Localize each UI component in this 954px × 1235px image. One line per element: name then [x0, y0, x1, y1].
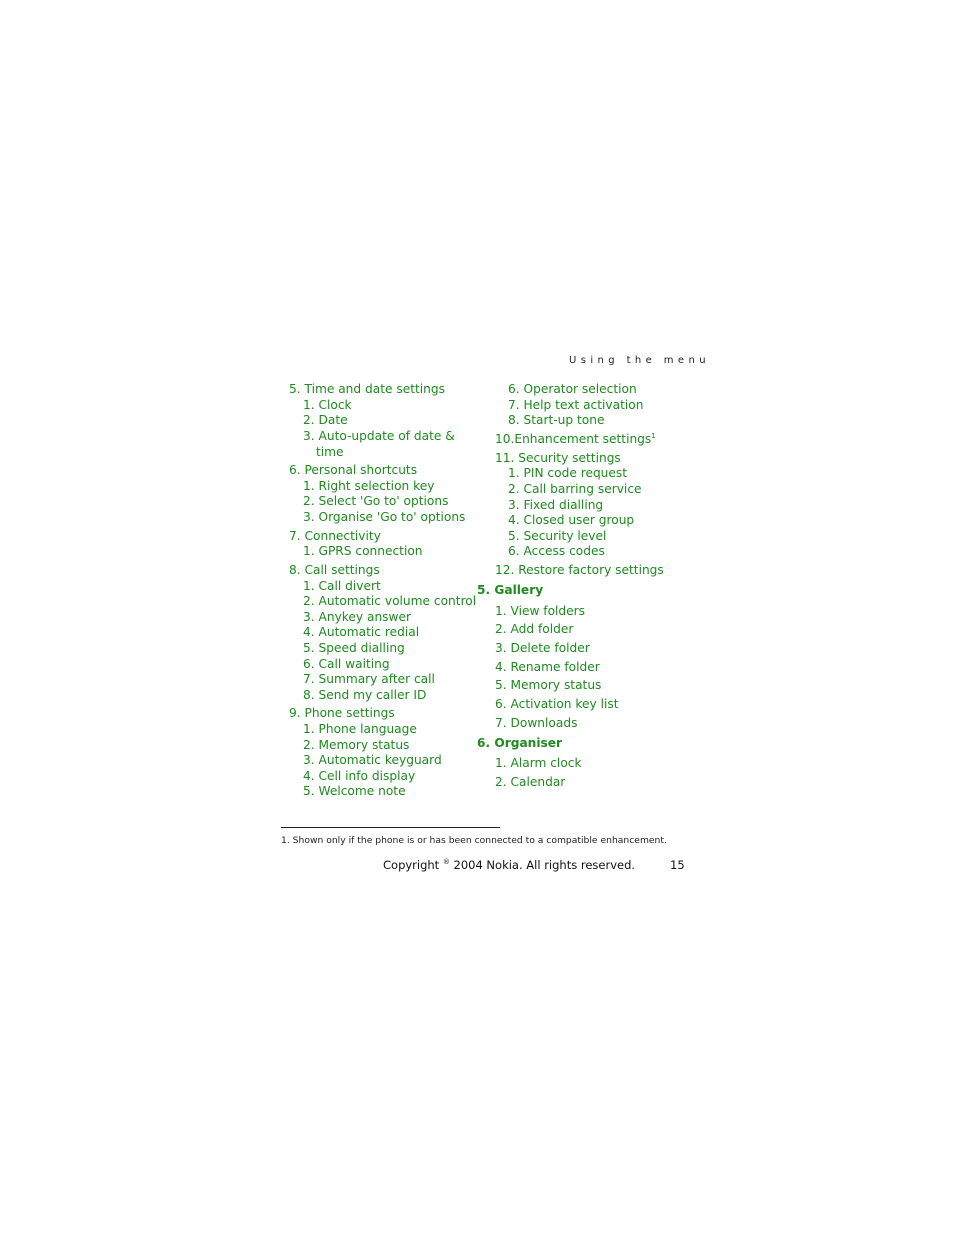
menu-item: 7. Downloads — [495, 716, 578, 730]
submenu-item: 2. Select 'Go to' options — [303, 494, 449, 508]
submenu-item: 3. Anykey answer — [303, 610, 412, 624]
menu-item — [495, 432, 656, 447]
menu-item: 11. Security settings — [495, 451, 621, 465]
submenu-item: 2. Date — [303, 413, 348, 427]
menu-item: 1. Alarm clock — [495, 756, 582, 770]
menu-item: 6. Activation key list — [495, 697, 619, 711]
menu-item: 5. Memory status — [495, 678, 602, 692]
menu-item: 1. View folders — [495, 604, 586, 618]
submenu-item: 1. Call divert — [303, 579, 381, 593]
copyright-prefix: Copyright — [383, 858, 443, 872]
submenu-item: 8. Start-up tone — [508, 413, 605, 427]
submenu-item: 1. PIN code request — [508, 466, 628, 480]
submenu-item: 4. Closed user group — [508, 513, 635, 527]
submenu-item: 2. Memory status — [303, 738, 410, 752]
submenu-item: 3. Auto-update of date & — [303, 429, 455, 443]
submenu-item: 3. Automatic keyguard — [303, 753, 442, 767]
menu-item: 8. Call settings — [289, 563, 380, 577]
footnote-marker: 1 — [651, 431, 656, 440]
submenu-item: 1. Right selection key — [303, 479, 435, 493]
section-heading: 6. Organiser — [477, 736, 563, 750]
menu-item: 7. Connectivity — [289, 529, 381, 543]
submenu-item: 2. Automatic volume control — [303, 594, 477, 608]
running-head: Using the menu — [569, 355, 710, 366]
menu-item: 9. Phone settings — [289, 706, 395, 720]
menu-item: 2. Add folder — [495, 622, 574, 636]
submenu-item: 8. Send my caller ID — [303, 688, 427, 702]
footnote: 1. Shown only if the phone is or has been connected to a compatible enhancement. — [281, 835, 667, 846]
menu-item: 6. Personal shortcuts — [289, 463, 418, 477]
page-number: 15 — [670, 858, 685, 872]
submenu-item: 1. Phone language — [303, 722, 417, 736]
submenu-item-continued: time — [316, 445, 344, 459]
menu-item: 3. Delete folder — [495, 641, 590, 655]
submenu-item: 7. Summary after call — [303, 672, 435, 686]
submenu-item: 7. Help text activation — [508, 398, 644, 412]
submenu-item: 2. Call barring service — [508, 482, 642, 496]
submenu-item: 1. GPRS connection — [303, 544, 423, 558]
submenu-item: 6. Operator selection — [508, 382, 637, 396]
section-heading: 5. Gallery — [477, 583, 544, 597]
submenu-item: 5. Speed dialling — [303, 641, 405, 655]
submenu-item: 4. Automatic redial — [303, 625, 420, 639]
copyright-suffix: 2004 Nokia. All rights reserved. — [449, 858, 636, 872]
submenu-item: 3. Fixed dialling — [508, 498, 604, 512]
menu-item-label: 10.Enhancement settings — [495, 432, 652, 446]
menu-item: 2. Calendar — [495, 775, 566, 789]
submenu-item: 4. Cell info display — [303, 769, 416, 783]
menu-item: 5. Time and date settings — [289, 382, 445, 396]
submenu-item: 5. Welcome note — [303, 784, 406, 798]
submenu-item: 3. Organise 'Go to' options — [303, 510, 466, 524]
submenu-item: 1. Clock — [303, 398, 352, 412]
submenu-item: 6. Access codes — [508, 544, 605, 558]
menu-item: 4. Rename folder — [495, 660, 600, 674]
submenu-item: 5. Security level — [508, 529, 607, 543]
submenu-item: 6. Call waiting — [303, 657, 390, 671]
footnote-divider — [281, 827, 500, 828]
registered-symbol: ® — [442, 858, 450, 867]
copyright-notice — [383, 858, 635, 872]
menu-item: 12. Restore factory settings — [495, 563, 664, 577]
